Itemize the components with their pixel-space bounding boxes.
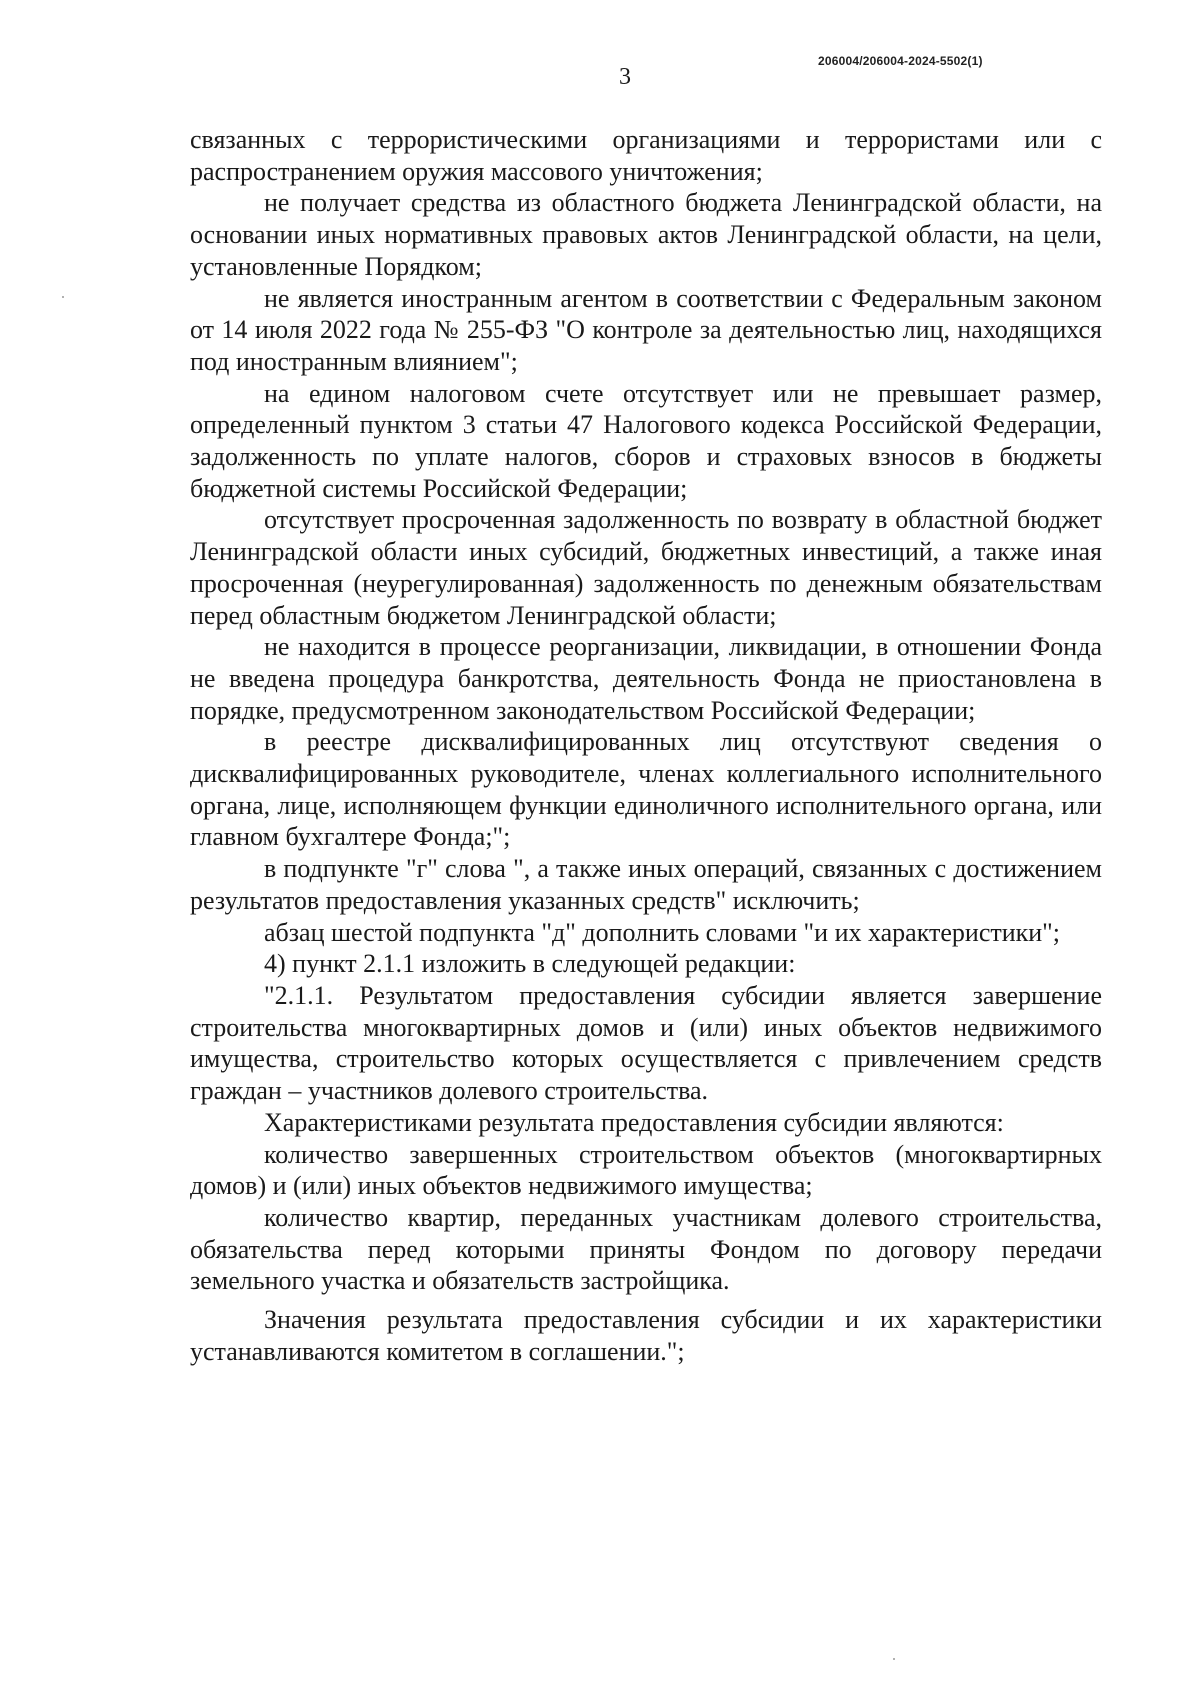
document-id: 206004/206004-2024-5502(1) [818,54,983,68]
paragraph: "2.1.1. Результатом предоставления субсидии является завершение строительства многоквартирных домов и (или) иных объектов недвижимого имущества, строительство которых осуществляется с привлечением средств граждан – участников долевого строительства. [190,980,1102,1106]
page-number: 3 [619,64,631,90]
paragraph: абзац шестой подпункта "д" дополнить словами "и их характеристики"; [264,917,1061,947]
paragraph: Значения результата предоставления субсидии и их характеристики устанавливаются комитетом в соглашении."; [190,1305,1102,1366]
paragraph: в подпункте "г" слова ", а также иных операций, связанных с достижением результатов предоставления указанных средств" исключить; [190,854,1102,915]
paragraph: в реестре дисквалифицированных лиц отсутствуют сведения о дисквалифицированных руководителе, членах коллегиального исполнительного органа, лице, исполняющем функции единоличного исполнительного органа, или главном бухгалтере Фонда;"; [190,727,1102,852]
paragraph: 4) пункт 2.1.1 изложить в следующей редакции: [264,949,796,979]
scan-speck [893,1658,895,1660]
paragraph: связанных с террористическими организациями и террористами или с распространением оружия массового уничтожения; [190,125,1102,186]
scan-speck [62,296,64,298]
paragraph: не получает средства из областного бюджета Ленинградской области, на основании иных нормативных правовых актов Ленинградской области, на цели, установленные Порядком; [190,188,1102,281]
paragraph: не находится в процессе реорганизации, ликвидации, в отношении Фонда не введена процедура банкротства, деятельность Фонда не приостановлена в порядке, предусмотренном законодательством Российской Федерации; [190,632,1102,725]
paragraph: количество завершенных строительством объектов (многоквартирных домов) и (или) иных объектов недвижимого имущества; [190,1139,1102,1201]
paragraph: отсутствует просроченная задолженность по возврату в областной бюджет Ленинградской области иных субсидий, бюджетных инвестиций, а также иная просроченная (неурегулированная) задолженность по денежным обязательствам перед областным бюджетом Ленинградской области; [190,505,1102,630]
paragraph: количество квартир, переданных участникам долевого строительства, обязательства перед которыми приняты Фондом по договору передачи земельного участка и обязательств застройщика. [190,1202,1102,1296]
paragraph: не является иностранным агентом в соответствии с Федеральным законом от 14 июля 2022 года № 255-ФЗ "О контроле за деятельностью лиц, находящихся под иностранным влиянием"; [190,283,1102,376]
document-body [190,124,1102,1367]
paragraph: Характеристиками результата предоставления субсидии являются: [264,1107,1004,1137]
paragraph: на едином налоговом счете отсутствует или не превышает размер, определенный пунктом 3 статьи 47 Налогового кодекса Российской Федерации, задолженность по уплате налогов, сборов и страховых взносов в бюджеты бюджетной системы Российской Федерации; [190,378,1102,503]
